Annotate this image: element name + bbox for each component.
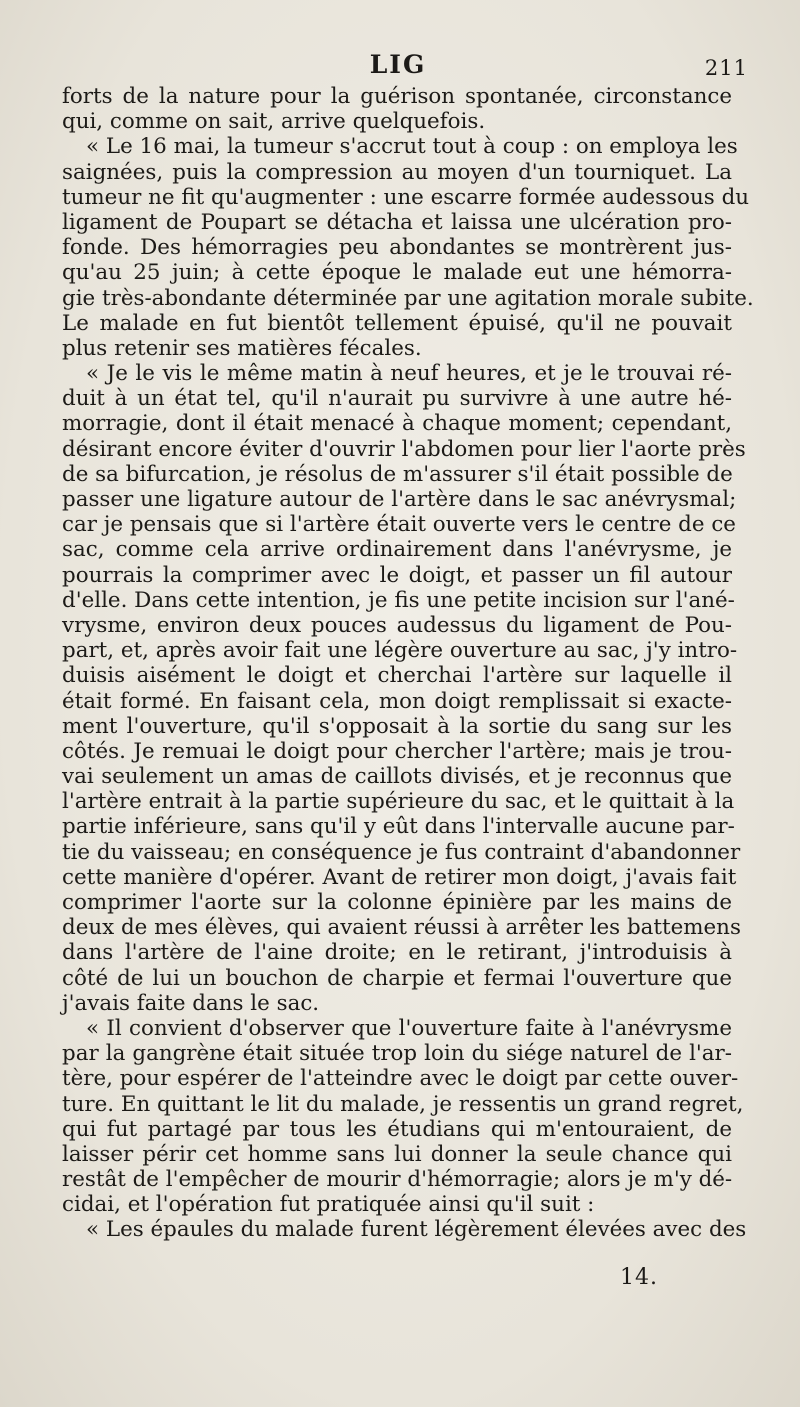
body-text xyxy=(62,84,754,1243)
text-line: « Les épaules du malade furent légèrement élevées avec des xyxy=(86,1217,747,1243)
text-line: d'elle. Dans cette intention, je fis une petite incision sur l'ané- xyxy=(62,587,735,613)
text-line: pourrais la comprimer avec le doigt, et passer un fil autour xyxy=(62,562,732,588)
text-line: désirant encore éviter d'ouvrir l'abdomen pour lier l'aorte près xyxy=(62,436,746,462)
text-line: vrysme, environ deux pouces audessus du ligament de Pou- xyxy=(62,612,732,638)
text-line: tère, pour espérer de l'atteindre avec le doigt par cette ouver- xyxy=(62,1066,739,1092)
text-line: fonde. Des hémorragies peu abondantes se montrèrent jus- xyxy=(62,235,732,261)
text-line: j'avais faite dans le sac. xyxy=(62,990,320,1016)
text-line: qui fut partagé par tous les étudians qui m'entouraient, de xyxy=(62,1116,732,1142)
text-line: duit à un état tel, qu'il n'aurait pu survivre à une autre hé- xyxy=(62,386,732,412)
text-line: ture. En quittant le lit du malade, je ressentis un grand regret, xyxy=(62,1091,744,1117)
text-line: restât de l'empêcher de mourir d'hémorragie; alors je m'y dé- xyxy=(62,1167,733,1193)
text-line: l'artère entrait à la partie supérieure du sac, et le quittait à la xyxy=(62,789,735,815)
text-line: « Il convient d'observer que l'ouverture faite à l'anévrysme xyxy=(86,1015,732,1041)
text-line: ment l'ouverture, qu'il s'opposait à la sortie du sang sur les xyxy=(62,713,732,739)
text-line: part, et, après avoir fait une légère ouverture au sac, j'y intro- xyxy=(62,638,738,664)
text-line: qu'au 25 juin; à cette époque le malade eut une hémorra- xyxy=(62,260,732,286)
text-line: côtés. Je remuai le doigt pour chercher l'artère; mais je trou- xyxy=(62,738,732,764)
text-line: par la gangrène était située trop loin du siége naturel de l'ar- xyxy=(62,1041,732,1067)
text-line: partie inférieure, sans qu'il y eût dans l'intervalle aucune par- xyxy=(62,814,735,840)
signature-mark: 14. xyxy=(620,1265,658,1290)
text-line: forts de la nature pour la guérison spontanée, circonstance xyxy=(62,84,732,109)
page-header xyxy=(58,50,748,84)
text-line: dans l'artère de l'aine droite; en le retirant, j'introduisis à xyxy=(62,940,732,966)
text-line: qui, comme on sait, arrive quelquefois. xyxy=(62,109,486,135)
text-line: « Je le vis le même matin à neuf heures, et je le trouvai ré- xyxy=(86,361,732,387)
text-line: passer une ligature autour de l'artère dans le sac anévrysmal; xyxy=(62,487,737,512)
text-line: gie très-abondante déterminée par une agitation morale subite. xyxy=(62,285,754,311)
page-number: 211 xyxy=(704,56,748,80)
text-line: cidai, et l'opération fut pratiquée ainsi qu'il suit : xyxy=(62,1192,595,1218)
text-line: sac, comme cela arrive ordinairement dans l'anévrysme, je xyxy=(62,537,732,563)
text-line: car je pensais que si l'artère était ouverte vers le centre de ce xyxy=(62,512,736,538)
text-line: de sa bifurcation, je résolus de m'assurer s'il était possible de xyxy=(62,461,733,487)
text-line: côté de lui un bouchon de charpie et fermai l'ouverture que xyxy=(62,965,732,991)
text-line: vai seulement un amas de caillots divisés, et je reconnus que xyxy=(62,764,732,790)
text-line: plus retenir ses matières fécales. xyxy=(62,335,422,361)
text-line: morragie, dont il était menacé à chaque moment; cependant, xyxy=(62,411,732,437)
text-line: cette manière d'opérer. Avant de retirer mon doigt, j'avais fait xyxy=(62,864,737,890)
text-line: était formé. En faisant cela, mon doigt remplissait si exacte- xyxy=(62,688,732,714)
text-line: Le malade en fut bientôt tellement épuisé, qu'il ne pouvait xyxy=(62,310,732,336)
running-head: LIG xyxy=(369,50,427,79)
text-line: duisis aisément le doigt et cherchai l'artère sur laquelle il xyxy=(62,663,732,689)
text-line: comprimer l'aorte sur la colonne épinière par les mains de xyxy=(62,890,732,915)
text-line: laisser périr cet homme sans lui donner la seule chance qui xyxy=(62,1141,732,1167)
text-line: tumeur ne fit qu'augmenter : une escarre formée audessous du xyxy=(62,184,750,210)
text-line: tie du vaisseau; en conséquence je fus contraint d'abandonner xyxy=(62,839,741,865)
text-line: deux de mes élèves, qui avaient réussi à arrêter les battemens xyxy=(62,915,741,941)
text-line: « Le 16 mai, la tumeur s'accrut tout à coup : on employa les xyxy=(86,134,738,160)
text-line: saignées, puis la compression au moyen d'un tourniquet. La xyxy=(62,159,732,185)
text-line: ligament de Poupart se détacha et laissa une ulcération pro- xyxy=(62,209,732,235)
